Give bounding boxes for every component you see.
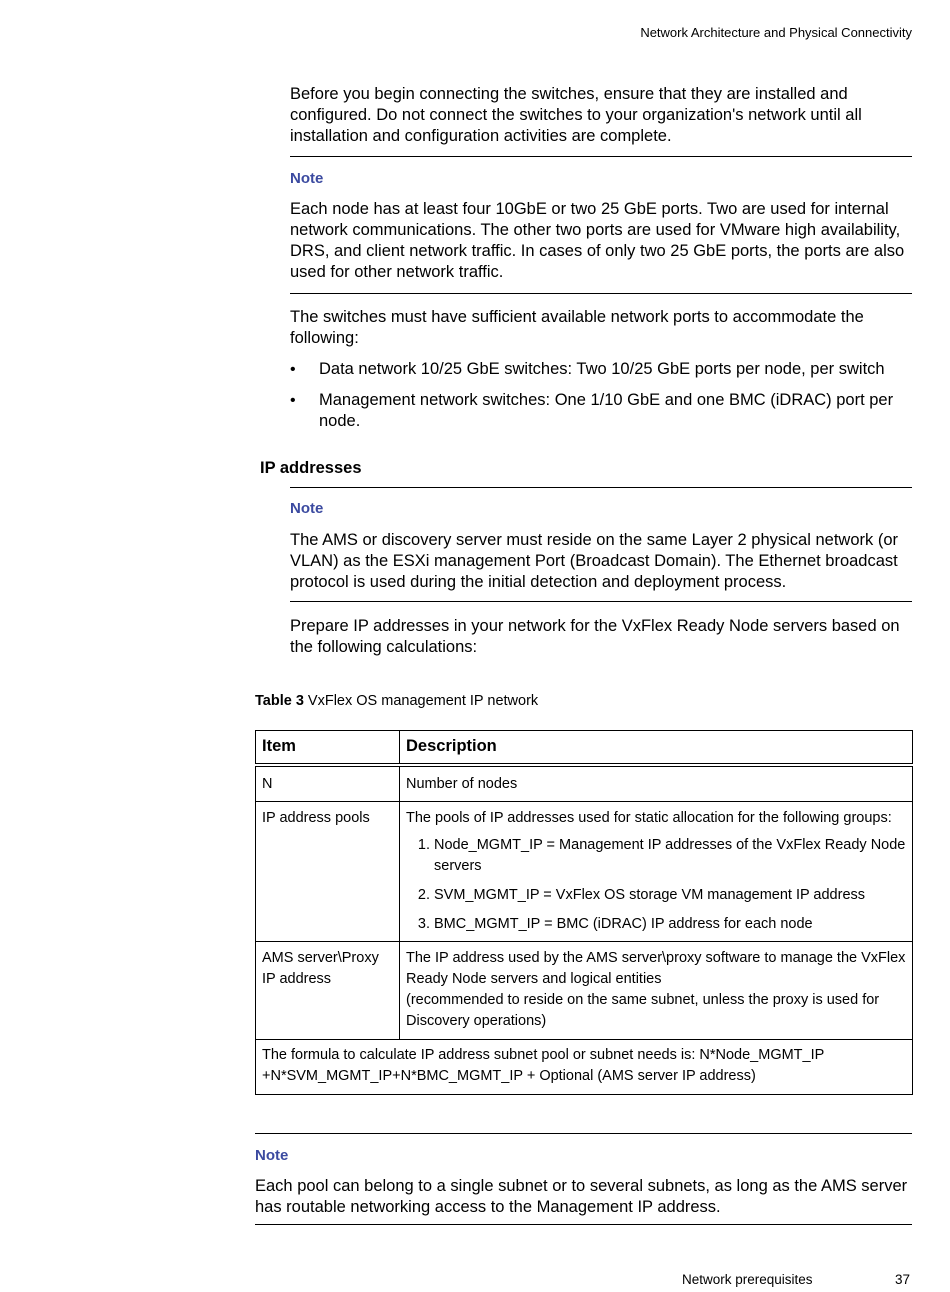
table-cell-item: AMS server\Proxy IP address xyxy=(256,942,400,1040)
note-bottom-rule xyxy=(255,1224,912,1225)
table-caption-label: Table 3 xyxy=(255,693,304,709)
ip-network-table xyxy=(255,730,913,1095)
table-header-description: Description xyxy=(400,731,913,766)
table-cell-item: IP address pools xyxy=(256,802,400,942)
table-formula-cell: The formula to calculate IP address subnet pool or subnet needs is: N*Node_MGMT_IP +N*SVM_MGMT_IP+N*BMC_MGMT_IP + Optional (AMS server IP address) xyxy=(256,1040,913,1095)
note-text: Each pool can belong to a single subnet or to several subnets, as long as the AMS server has routable networking access to the Management IP address. xyxy=(255,1177,908,1216)
note-top-rule xyxy=(255,1133,912,1134)
ams-description-line: (recommended to reside on the same subnet, unless the proxy is used for Discovery operations) xyxy=(406,992,880,1029)
bullet-item: • Data network 10/25 GbE switches: Two 10/25 GbE ports per node, per switch xyxy=(290,359,912,380)
table-header-item: Item xyxy=(256,731,400,766)
table-header-row xyxy=(256,731,913,766)
note-top-rule xyxy=(290,156,912,157)
pools-list-item: 2. SVM_MGMT_IP = VxFlex OS storage VM management IP address xyxy=(434,885,906,906)
note-text: Each node has at least four 10GbE or two 25 GbE ports. Two are used for internal network communications. The other two ports are used for VMware high availability, DRS, and client network traffic. In cases of only two 25 GbE ports, the ports are also used for other network traffic. xyxy=(290,200,905,281)
note-label: Note xyxy=(290,170,324,187)
footer-section-title: Network prerequisites xyxy=(682,1272,813,1287)
table-cell-description xyxy=(400,802,913,942)
note-label: Note xyxy=(290,500,324,517)
table-row xyxy=(256,942,913,1040)
table-caption-text: VxFlex OS management IP network xyxy=(307,693,539,709)
table-row xyxy=(256,802,913,942)
page-number: 37 xyxy=(895,1272,911,1287)
pools-list xyxy=(406,835,906,935)
table-cell-item: N xyxy=(256,765,400,802)
note-bottom-rule xyxy=(290,293,912,294)
bullet-item: • Management network switches: One 1/10 GbE and one BMC (iDRAC) port per node. xyxy=(290,390,912,432)
intro-paragraph: Before you begin connecting the switches, ensure that they are installed and configured. Do not connect the switches to your organization's network until all installation and configuration activities are complete. xyxy=(290,85,862,145)
table-row xyxy=(256,1040,913,1095)
note-top-rule xyxy=(290,487,912,488)
ams-description-line: The IP address used by the AMS server\proxy software to manage the VxFlex Ready Node servers and logical entities xyxy=(406,950,906,987)
table-cell-description: Number of nodes xyxy=(400,765,913,802)
table-cell-description xyxy=(400,942,913,1040)
note-label: Note xyxy=(255,1147,289,1164)
table-caption xyxy=(255,693,538,709)
note-text: The AMS or discovery server must reside on the same Layer 2 physical network (or VLAN) as the ESXi management Port (Broadcast Domain). The Ethernet broadcast protocol is used during the initial detection and deployment process. xyxy=(290,531,898,591)
running-header: Network Architecture and Physical Connectivity xyxy=(640,25,912,40)
pools-list-item: 1. Node_MGMT_IP = Management IP addresses of the VxFlex Ready Node servers xyxy=(434,835,906,877)
ports-bullet-list xyxy=(290,359,912,432)
section-heading: IP addresses xyxy=(260,459,362,477)
note-bottom-rule xyxy=(290,601,912,602)
table-row xyxy=(256,765,913,802)
prepare-paragraph: Prepare IP addresses in your network for the VxFlex Ready Node servers based on the following calculations: xyxy=(290,617,900,656)
pools-description: The pools of IP addresses used for static allocation for the following groups: xyxy=(406,810,892,826)
ports-paragraph: The switches must have sufficient available network ports to accommodate the following: xyxy=(290,308,864,347)
pools-list-item: 3. BMC_MGMT_IP = BMC (iDRAC) IP address for each node xyxy=(434,914,906,935)
